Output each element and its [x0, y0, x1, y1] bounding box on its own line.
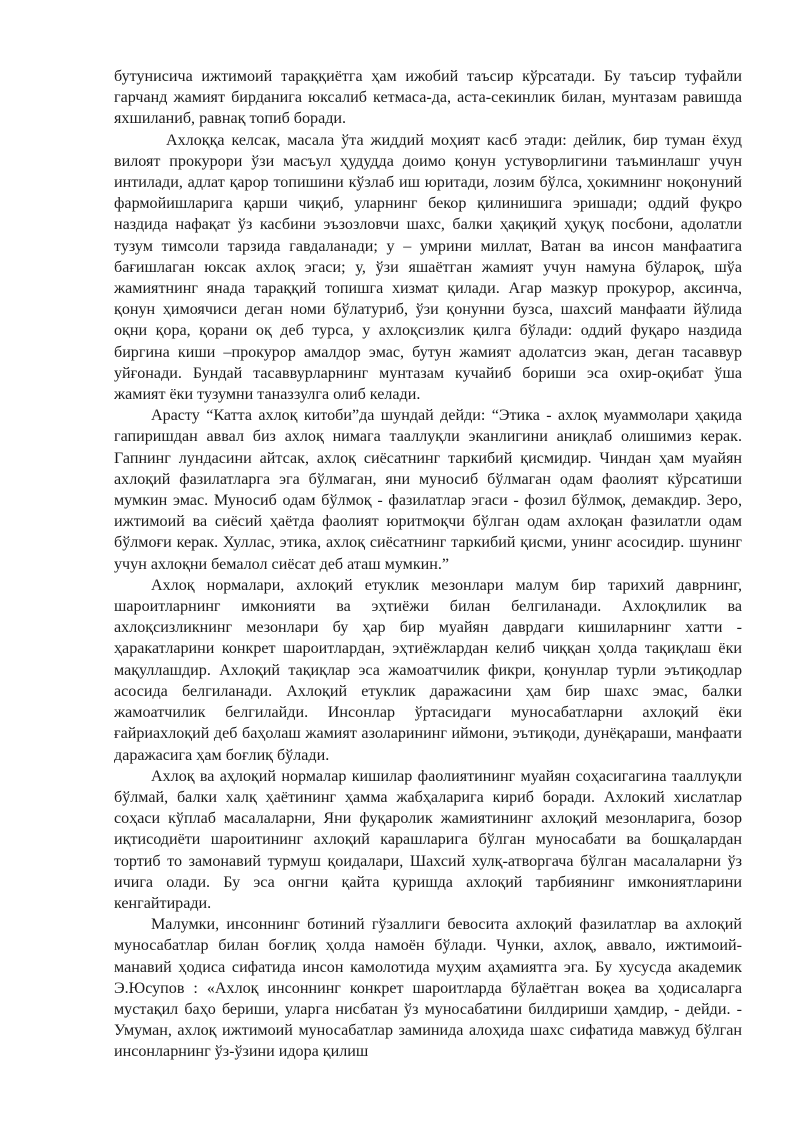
- paragraph-1: бутунисича ижтимоий тараққиётга ҳам ижобий таъсир кўрсатади. Бу таъсир туфайли гарчанд жамият бирданига юксалиб кетмаса-да, аста-секинлик билан, мунтазам равишда яхшиланиб, равнақ топиб боради.: [114, 68, 742, 128]
- paragraph-6: Малумки, инсоннинг ботиний гўзаллиги бевосита ахлоқий фазилатлар ва ахлоқий муносабатлар билан боғлиқ ҳолда намоён бўлади. Чунки, ахлоқ, аввало, ижтимоий-манавий ҳодиса сифатида инсон камолотида муҳим аҳамиятга эга. Бу хусусда академик Э.Юсупов : «Ахлоқ инсоннинг конкрет шароитларда бўлаётган воқеа ва ҳодисаларга мустақил баҳо бериши, уларга нисбатан ўз муносабатини билдириши ҳамдир, - дейди. - Умуман, ахлоқ ижтимоий муносабатлар заминида алоҳида шахс сифатида мавжуд бўлган инсонларнинг ўз-ўзини идора қилиш: [114, 916, 742, 1061]
- paragraph-4: Ахлоқ нормалари, ахлоқий етуклик мезонлари малум бир тарихий даврнинг, шароитларнинг имконияти ва эҳтиёжи билан белгиланади. Ахлоқлилик ва ахлоқсизликнинг мезонлари бу ҳар бир муайян даврдаги кишиларнинг хатти - ҳаракатларини конкрет шароитлардан, эҳтиёжлардан келиб чиққан ҳолда тақиқлаш ёки мақуллашдир. Ахлоқий тақиқлар эса жамоатчилик фикри, қонунлар турли эътиқодлар асосида белгиланади. Ахлоқий етуклик даражасини ҳам бир шахс эмас, балки жамоатчилик белгилайди. Инсонлар ўртасидаги муносабатларни ахлоқий ёки ғайриахлоқий деб баҳолаш жамият азоларининг иймони, эътиқоди, дунёқараши, манфаати даражасига ҳам боғлиқ бўлади.: [114, 576, 742, 764]
- document-page: [114, 66, 742, 1063]
- paragraph-2: Ахлоққа келсак, масала ўта жиддий моҳият касб этади: дейлик, бир туман ёхуд вилоят прокурори ўзи масъул ҳудудда доимо қонун устуворлигини таъминлашг учун интилади, адлат қарор топишини кўзлаб иш юритади, лозим бўлса, ҳокимнинг ноқонуний фармойишларига қарши чиқиб, уларнинг бекор қилинишига эришади; оддий фуқро наздида нафақат ўз касбини эъзозловчи шахс, балки ҳақиқий ҳуқуқ посбони, адолатли тузум тимсоли тарзида гавдаланади; у – умрини миллат, Ватан ва инсон манфаатига бағишлаган юксак ахлоқ эгаси; у, ўзи яшаётган жамият учун намуна бўлароқ, шўа жамиятнинг янада тараққий топишга хизмат қилади. Агар мазкур прокурор, аксинча, қонун ҳимоячиси деган номи бўлатуриб, ўзи қонунни бузса, шахсий манфаати йўлида оқни қора, қорани оқ деб турса, у ахлоқсизлик қилга бўлади: оддий фуқаро наздида биргина киши –прокурор амалдор эмас, бутун жамият адолатсиз экан, деган тасаввур уйғонади. Бундай тасаввурларнинг мунтазам кучайиб бориши эса охир-оқибат ўша жамият ёки тузумни таназзулга олиб келади.: [114, 131, 742, 404]
- paragraph-3: Арасту “Катта ахлоқ китоби”да шундай дейди: “Этика - ахлоқ муаммолари ҳақида гапиришдан аввал биз ахлоқ нимага тааллуқли эканлигини аниқлаб олишимиз керак. Гапнинг лундасини айтсак, ахлоқ сиёсатнинг таркибий қисмидир. Чиндан ҳам муайян ахлоқий фазилатларга эга бўлмаган, яни муносиб бўлмаган одам фаолият кўрсатиши мумкин эмас. Муносиб одам бўлмоқ - фазилатлар эгаси - фозил бўлмоқ, демакдир. Зеро, ижтимоий ва сиёсий ҳаётда фаолият юритмоқчи бўлган одам ахлоқан фазилатли одам бўлмоғи керак. Хуллас, этика, ахлоқ сиёсатнинг таркибий қисми, унинг асосидир. шунинг учун ахлоқни бемалол сиёсат деб аташ мумкин.”: [114, 407, 742, 573]
- paragraph-5: Ахлоқ ва аҳлоқий нормалар кишилар фаолиятининг муайян соҳасигагина тааллуқли бўлмай, балки халқ ҳаётининг ҳамма жабҳаларига кириб боради. Ахлокий хислатлар соҳаси кўплаб масалаларни, Яни фуқаролик жамиятининг ахлоқий мезонларига, бозор иқтисодиёти шароитининг ахлоқий карашларига бўлган муносабати ва бошқалардан тортиб то замонавий турмуш қоидалари, Шахсий хулқ-атворгача бўлган масалаларни ўз ичига олади. Бу эса онгни қайта қуришда ахлоқий тарбиянинг имкониятларини кенгайтиради.: [114, 767, 742, 912]
